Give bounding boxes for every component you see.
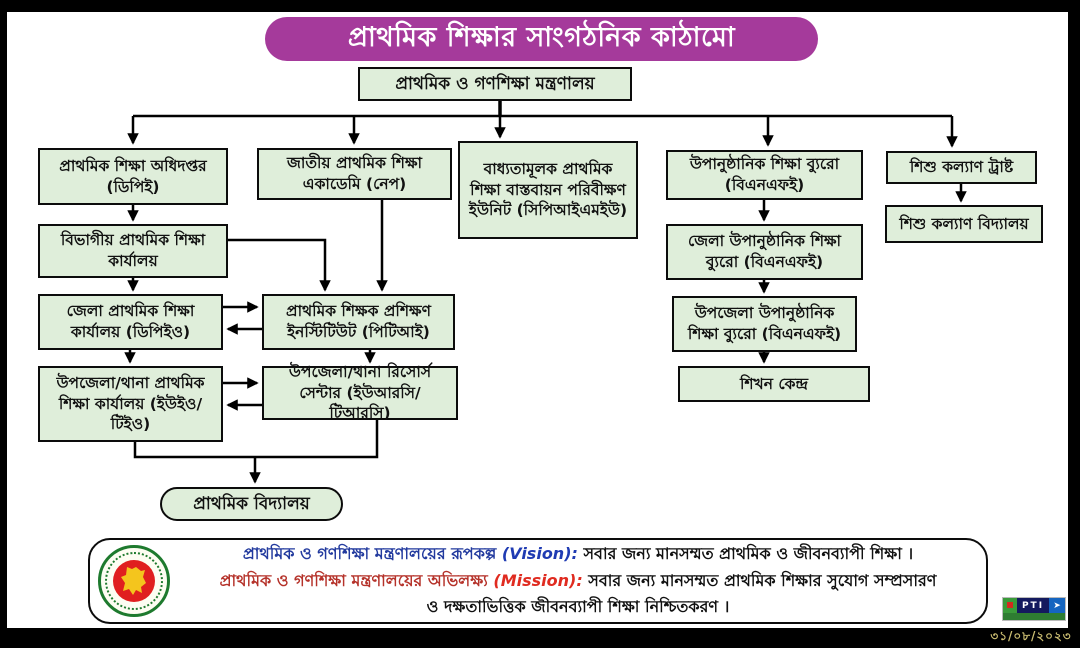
pti-stamp: [1002, 597, 1066, 621]
node-district-bnfe-label: জেলা উপানুষ্ঠানিক শিক্ষা ব্যুরো (বিএনএফই): [687, 232, 842, 271]
mission-line-1: [220, 569, 937, 594]
page-title-label: প্রাথমিক শিক্ষার সাংগঠনিক কাঠামো: [347, 21, 736, 53]
mission-text-2: ও দক্ষতাভিত্তিক জীবনব্যাপী শিক্ষা নিশ্চিতকরণ ।: [426, 597, 730, 617]
node-cws: [885, 205, 1043, 243]
node-primary-school: [160, 487, 343, 521]
pti-stamp-row: [1003, 598, 1065, 613]
mission-text-1: সবার জন্য মানসম্মত প্রাথমিক শিক্ষার সুযোগ সম্প্রসারণ: [588, 570, 937, 590]
node-divisional: [38, 224, 228, 278]
emblem-outer-ring: [98, 545, 170, 617]
pti-stamp-label: PTI: [1017, 598, 1049, 613]
node-nape: [257, 148, 452, 200]
pti-stamp-arrow-icon: ➤: [1049, 598, 1065, 613]
mission-prefix: প্রাথমিক ও গণশিক্ষা মন্ত্রণালয়ের অভিলক্ষ্য: [219, 570, 488, 590]
node-bnfe: [666, 150, 863, 200]
vision-mission-panel: [88, 538, 988, 624]
emblem-red-core: [113, 560, 155, 602]
vision-prefix: প্রাথমিক ও গণশিক্ষা মন্ত্রণালয়ের রূপকল্প: [242, 543, 497, 563]
node-ueo: [38, 366, 223, 442]
node-dpeo: [38, 294, 223, 350]
node-ueo-label: উপজেলা/থানা প্রাথমিক শিক্ষা কার্যালয় (ইউইও/টিইও): [56, 373, 205, 434]
node-pti-label: প্রাথমিক শিক্ষক প্রশিক্ষণ ইনস্টিটিউট (পিটিআই): [286, 302, 431, 341]
node-cpeimu: [458, 141, 638, 239]
node-pti: [262, 294, 455, 350]
emblem-dot-ring: [105, 552, 163, 610]
node-dpe: [38, 148, 228, 205]
node-upazila-bnfe: [672, 296, 857, 352]
node-dpeo-label: জেলা প্রাথমিক শিক্ষা কার্যালয় (ডিপিইও): [66, 302, 195, 341]
vision-line: [243, 542, 913, 567]
node-cwt-label: শিশু কল্যাণ ট্রাষ্ট: [909, 158, 1014, 177]
node-ministry-label: প্রাথমিক ও গণশিক্ষা মন্ত্রণালয়: [395, 73, 595, 94]
node-cwt: [886, 151, 1037, 184]
page-title: [265, 17, 818, 61]
node-learning-center: [678, 366, 870, 402]
node-cpeimu-label: বাধ্যতামূলক প্রাথমিক শিক্ষা বাস্তবায়ন পরিবীক্ষণ ইউনিট (সিপিআইএমইউ): [468, 159, 628, 220]
node-bnfe-label: উপানুষ্ঠানিক শিক্ষা ব্যুরো (বিএনএফই): [689, 155, 840, 194]
node-ministry: [358, 67, 632, 101]
govt-emblem: [98, 545, 170, 617]
node-cws-label: শিশু কল্যাণ বিদ্যালয়: [899, 214, 1029, 233]
node-nape-label: জাতীয় প্রাথমিক শিক্ষা একাডেমি (নেপ): [287, 154, 422, 193]
node-upazila-bnfe-label: উপজেলা উপানুষ্ঠানিক শিক্ষা ব্যুরো (বিএনএফই): [687, 304, 842, 343]
mission-tag: (Mission):: [493, 570, 583, 590]
node-dpe-label: প্রাথমিক শিক্ষা অধিদপ্তর (ডিপিই): [59, 156, 207, 196]
pti-stamp-green-icon: [1003, 598, 1017, 613]
bangladesh-map-icon: [119, 565, 149, 597]
node-learning-center-label: শিখন কেন্দ্র: [739, 374, 809, 393]
vision-text: সবার জন্য মানসম্মত প্রাথমিক ও জীবনব্যাপী শিক্ষা ।: [583, 543, 914, 563]
date-stamp: ৩১/০৮/২০২৩: [990, 629, 1072, 643]
mission-line-2: [427, 595, 730, 620]
vision-tag: (Vision):: [501, 543, 578, 563]
pti-stamp-strip: [1003, 613, 1065, 620]
node-district-bnfe: [666, 224, 863, 280]
vision-mission-text: [170, 542, 986, 620]
node-divisional-label: বিভাগীয় প্রাথমিক শিক্ষা কার্যালয়: [60, 231, 206, 270]
node-urc: [262, 362, 458, 423]
node-primary-school-label: প্রাথমিক বিদ্যালয়: [193, 493, 310, 514]
node-urc-label: উপজেলা/থানা রিসোর্স সেন্টার (ইউআরসি/টিআরসি): [288, 362, 432, 423]
